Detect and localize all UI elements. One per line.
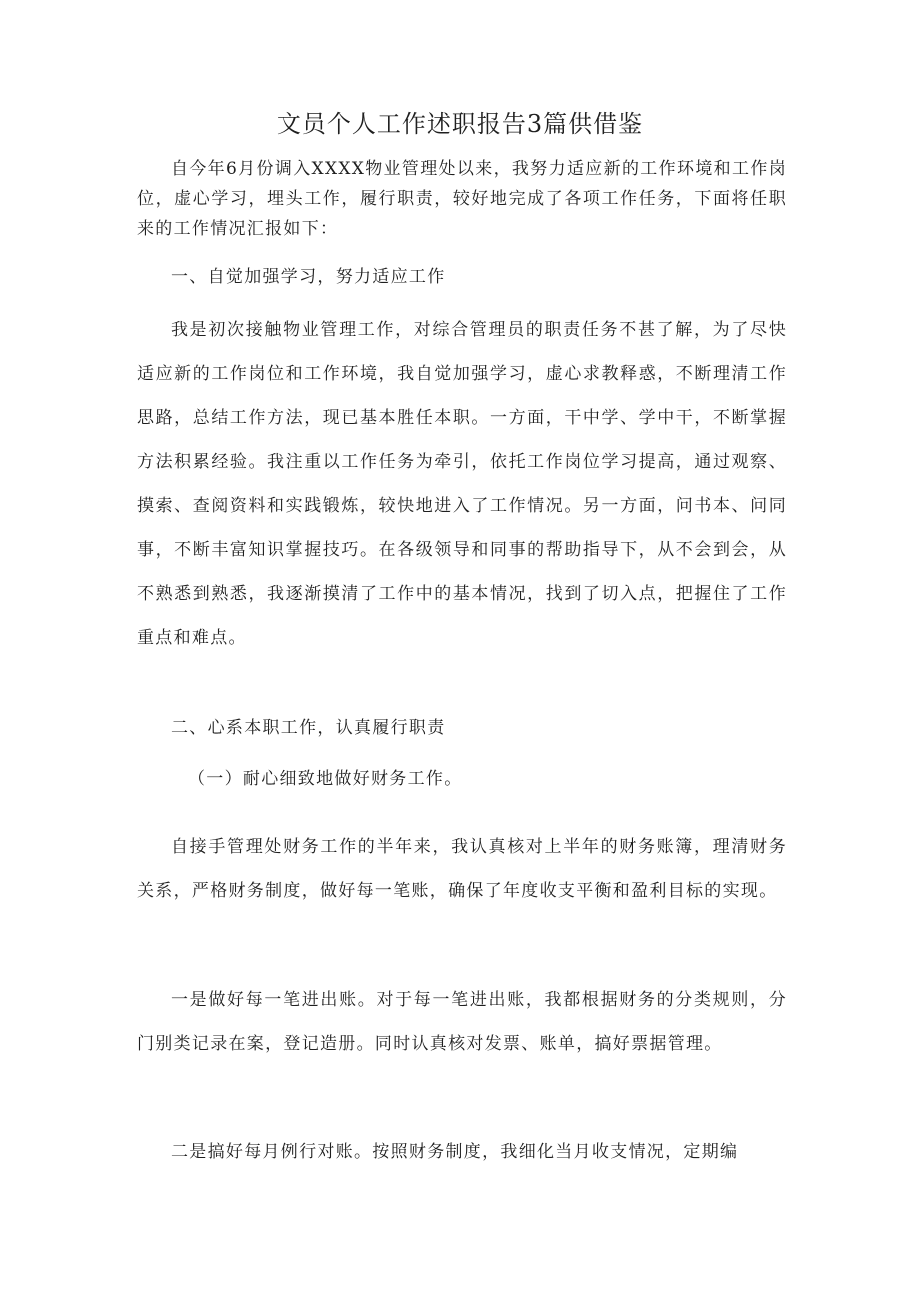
section-2-paragraph-3: 二是搞好每月例行对账。按照财务制度，我细化当月收支情况，定期编 [171,1142,739,1162]
section-2-paragraph-2: 一是做好每一笔进出账。对于每一笔进出账，我都根据财务的分类规则，分门别类记录在案，登记造册。同时认真核对发票、账单，搞好票据管理。 [137,990,787,1054]
section-1-heading: 一、自觉加强学习，努力适应工作 [171,267,446,287]
section-2-heading: 二、心系本职工作，认真履行职责 [171,718,446,738]
section-2-subheading-1: （一）耐心细致地做好财务工作。 [188,769,463,789]
section-1-paragraph: 我是初次接触物业管理工作，对综合管理员的职责任务不甚了解，为了尽快适应新的工作岗位和工作环境，我自觉加强学习，虚心求教释惑，不断理清工作思路，总结工作方法，现已基本胜任本职。一方面，干中学、学中干，不断掌握方法积累经验。我注重以工作任务为牵引，依托工作岗位学习提高，通过观察、摸索、查阅资料和实践锻炼，较快地进入了工作情况。另一方面，问书本、问同事，不断丰富知识掌握技巧。在各级领导和同事的帮助指导下，从不会到会，从不熟悉到熟悉，我逐渐摸清了工作中的基本情况，找到了切入点，把握住了工作重点和难点。 [137,320,787,648]
section-2-paragraph-1: 自接手管理处财务工作的半年来，我认真核对上半年的财务账簿，理清财务关系，严格财务制度，做好每一笔账，确保了年度收支平衡和盈利目标的实现。 [137,837,787,901]
document-title: 文员个人工作述职报告3篇供借鉴 [276,110,644,138]
intro-paragraph: 自今年6月份调入XXXX物业管理处以来，我努力适应新的工作环境和工作岗位，虚心学习，埋头工作，履行职责，较好地完成了各项工作任务，下面将任职来的工作情况汇报如下： [137,159,787,239]
